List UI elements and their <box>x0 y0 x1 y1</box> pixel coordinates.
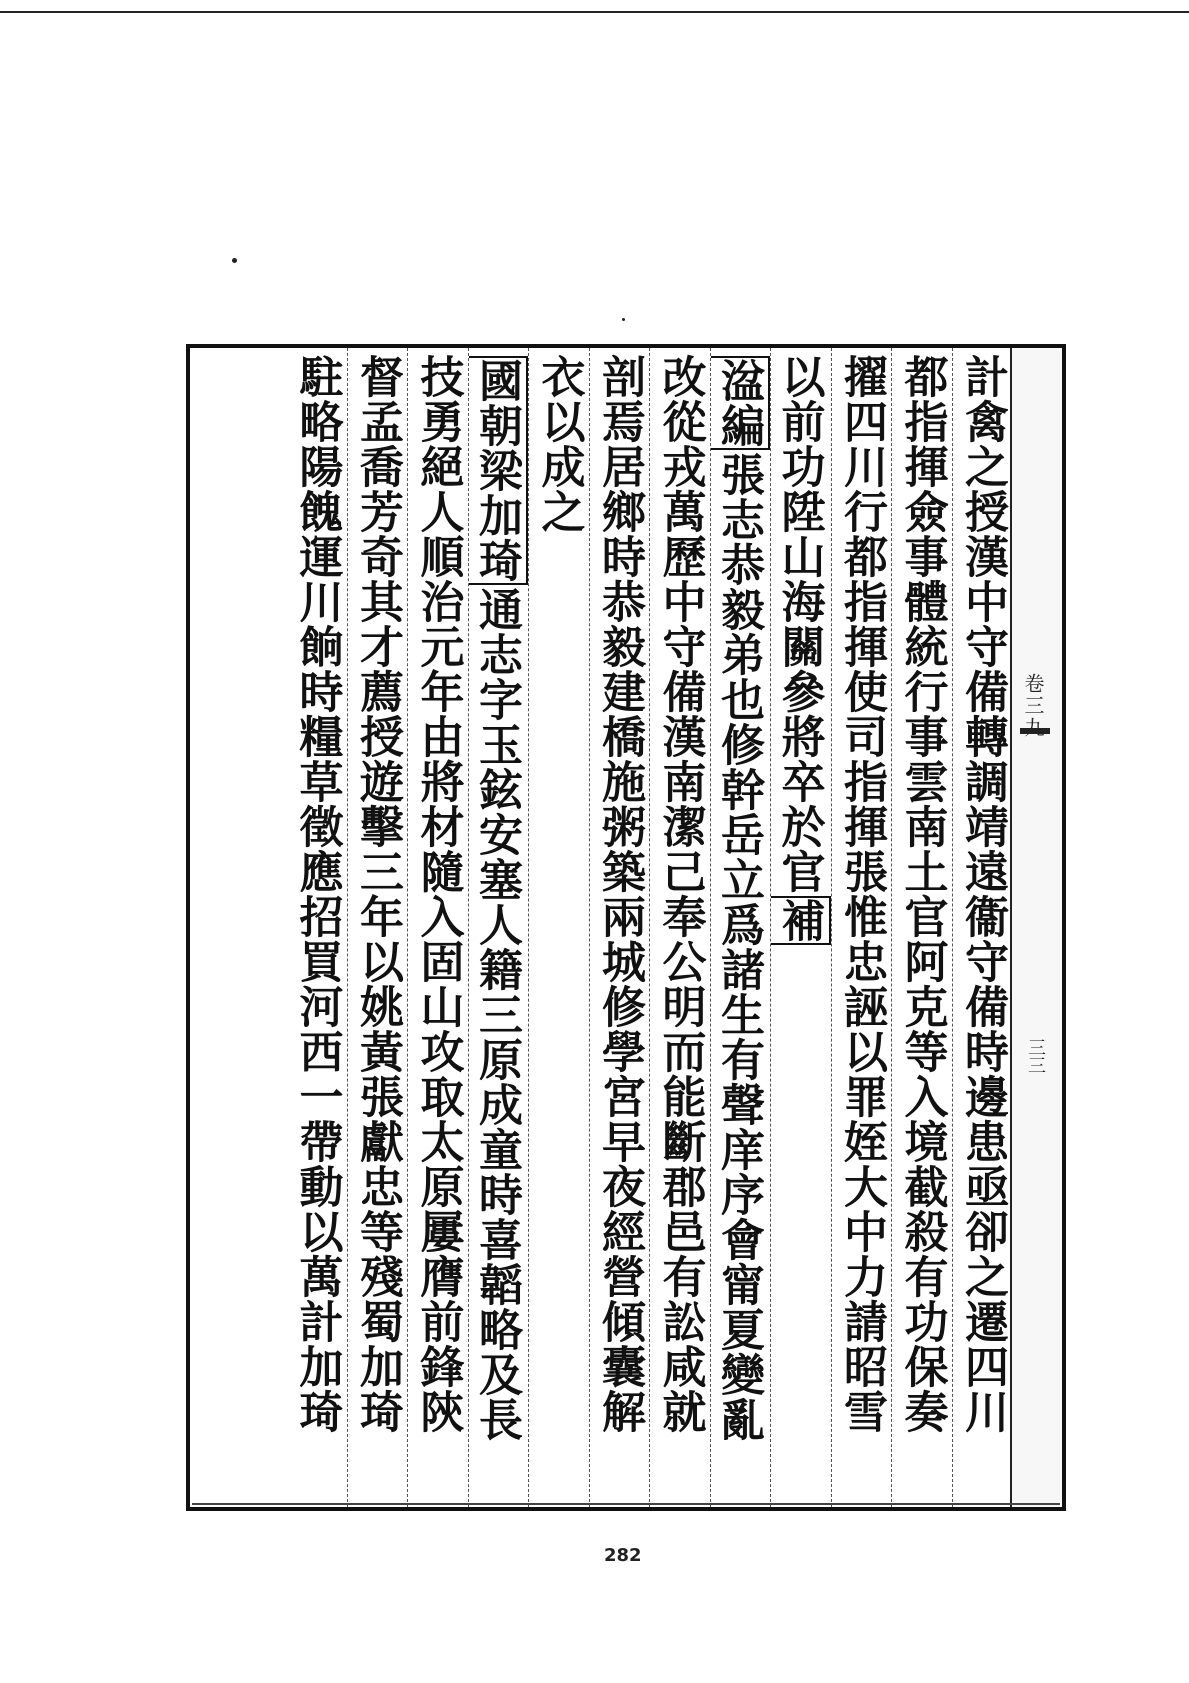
text-column <box>710 348 771 1507</box>
top-rule <box>0 11 1189 13</box>
column-text: 都指揮僉事體統行事雲南土官阿克等入境截殺有功保奏 <box>896 354 948 1434</box>
column-text: 駐略陽餽運川餉時糧草徵應招買河西一帶動以萬計加琦 <box>291 354 343 1434</box>
text-column <box>347 348 408 1507</box>
column-text: 改從戎萬歷中守備漢南潔己奉公明而能斷郡邑有訟咸就 <box>654 354 706 1434</box>
text-column <box>831 348 892 1507</box>
boxed-annotation: 國朝梁加琦 <box>468 356 529 585</box>
text-column <box>528 348 589 1507</box>
column-text: 督孟喬芳奇其才薦授遊擊三年以姚黃張獻忠等殘蜀加琦 <box>352 354 403 1434</box>
column-text: 張志恭毅弟也修幹岳立爲諸生有聲庠序會甯夏變亂 <box>713 452 764 1442</box>
boxed-annotation: 補 <box>770 896 831 945</box>
text-column <box>407 348 468 1507</box>
column-text: 衣以成之 <box>533 354 585 534</box>
page-number: 282 <box>604 1545 642 1566</box>
boxed-annotation: 湓編 <box>710 356 771 450</box>
text-column <box>589 348 650 1507</box>
text-column <box>649 348 710 1507</box>
text-columns <box>190 348 1012 1507</box>
fold-leaf-number: 三三 <box>1025 1038 1046 1074</box>
fold-margin <box>1010 348 1062 1507</box>
page-frame <box>186 344 1066 1511</box>
column-text: 擢四川行都指揮使司指揮張惟忠誣以罪姪大中力請昭雪 <box>836 354 887 1434</box>
text-column <box>891 348 952 1507</box>
speck-mark <box>232 258 237 263</box>
speck-mark <box>622 318 625 321</box>
text-column <box>770 348 831 1507</box>
column-text: 通志字玉鉉安塞人籍三原成童時喜韜略及長 <box>471 587 522 1442</box>
fold-volume-label: 卷三九 <box>1021 673 1045 739</box>
column-text: 以前功陞山海關參將卒於官 <box>773 354 825 894</box>
text-column <box>286 348 347 1507</box>
column-text: 剖焉居鄉時恭毅建橋施粥築兩城修學宮早夜經營傾囊解 <box>594 354 645 1434</box>
column-text: 計禽之授漢中守備轉調靖遠衞守備時邊患亟卻之遷四川 <box>957 354 1008 1434</box>
column-text: 技勇絕人順治元年由將材隨入固山攻取太原屢膺前鋒陝 <box>412 354 464 1434</box>
text-column <box>952 348 1013 1507</box>
text-column <box>468 348 529 1507</box>
